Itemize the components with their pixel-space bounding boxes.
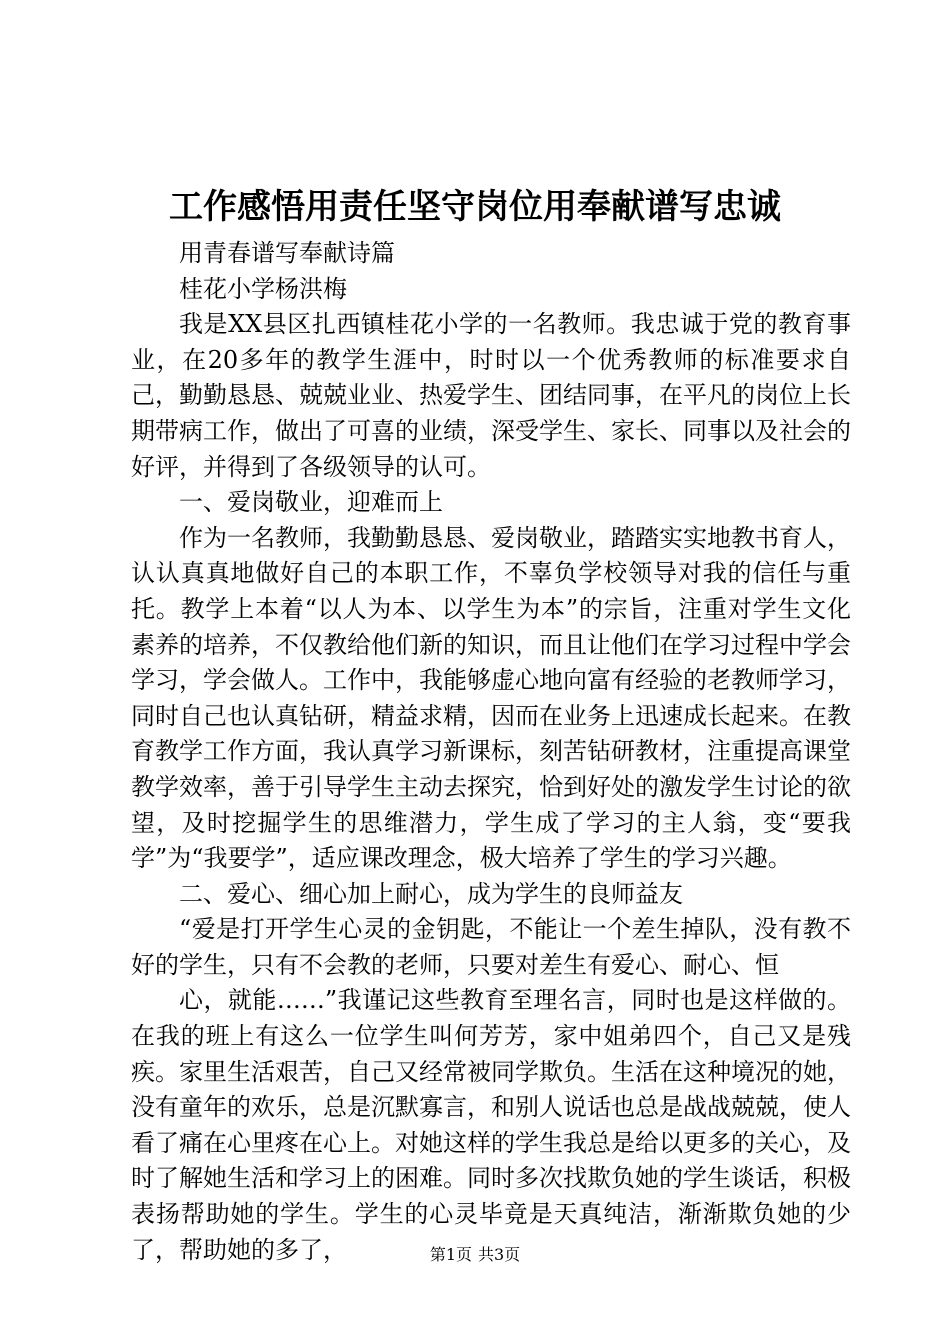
page-total: 共3页	[478, 1245, 521, 1264]
paragraph-section-1: 作为一名教师，我勤勤恳恳、爱岗敬业，踏踏实实地教书育人，认认真真地做好自己的本职工作，不辜负学校领导对我的信任与重托。教学上本着“以人为本、以学生为本”的宗旨，注重对学生文化素养的培养，不仅教给他们新的知识，而且让他们在学习过程中学会学习，学会做人。工作中，我能够虚心地向富有经验的老教师学习，同时自己也认真钻研，精益求精，因而在业务上迅速成长起来。在教育教学工作方面，我认真学习新课标，刻苦钻研教材，注重提高课堂教学效率，善于引导学生主动去探究，恰到好处的激发学生讨论的欲望，及时挖掘学生的思维潜力，学生成了学习的主人翁，变“要我学”为“我要学”，适应课改理念，极大培养了学生的学习兴趣。	[131, 523, 851, 873]
author-line: 桂花小学杨洪梅	[179, 274, 347, 303]
document-body	[131, 236, 851, 1268]
subtitle-line: 用青春谱写奉献诗篇	[179, 239, 395, 267]
paragraph-intro: 我是XX县区扎西镇桂花小学的一名教师。我忠诚于党的教育事业，在20多年的教学生涯中，时时以一个优秀教师的标准要求自己，勤勤恳恳、兢兢业业、热爱学生、团结同事，在平凡的岗位上长期带病工作，做出了可喜的业绩，深受学生、家长、同事以及社会的好评，并得到了各级领导的认可。	[131, 310, 851, 481]
document-title: 工作感悟用责任坚守岗位用奉献谱写忠诚	[169, 187, 781, 227]
section-heading-2: 二、爱心、细心加上耐心，成为学生的良师益友	[179, 879, 683, 908]
section-heading-1: 一、爱岗敬业，迎难而上	[179, 488, 443, 517]
page-footer	[0, 1243, 950, 1267]
paragraph-section-2: 心，就能……”我谨记这些教育至理名言，同时也是这样做的。在我的班上有这么一位学生叫何芳芳，家中姐弟四个，自己又是残疾。家里生活艰苦，自己又经常被同学欺负。生活在这种境况的她，没有童年的欢乐，总是沉默寡言，和别人说话也总是战战兢兢，使人看了痛在心里疼在心上。对她这样的学生我总是给以更多的关心，及时了解她生活和学习上的困难。同时多次找欺负她的学生谈话，积极表扬帮助她的学生。学生的心灵毕竟是天真纯洁，渐渐欺负她的少了，帮助她的多了，	[131, 986, 851, 1264]
paragraph-quote: “爱是打开学生心灵的金钥匙，不能让一个差生掉队，没有教不好的学生，只有不会教的老师，只要对差生有爱心、耐心、恒	[131, 915, 851, 979]
page-number: 第1页	[429, 1245, 472, 1264]
